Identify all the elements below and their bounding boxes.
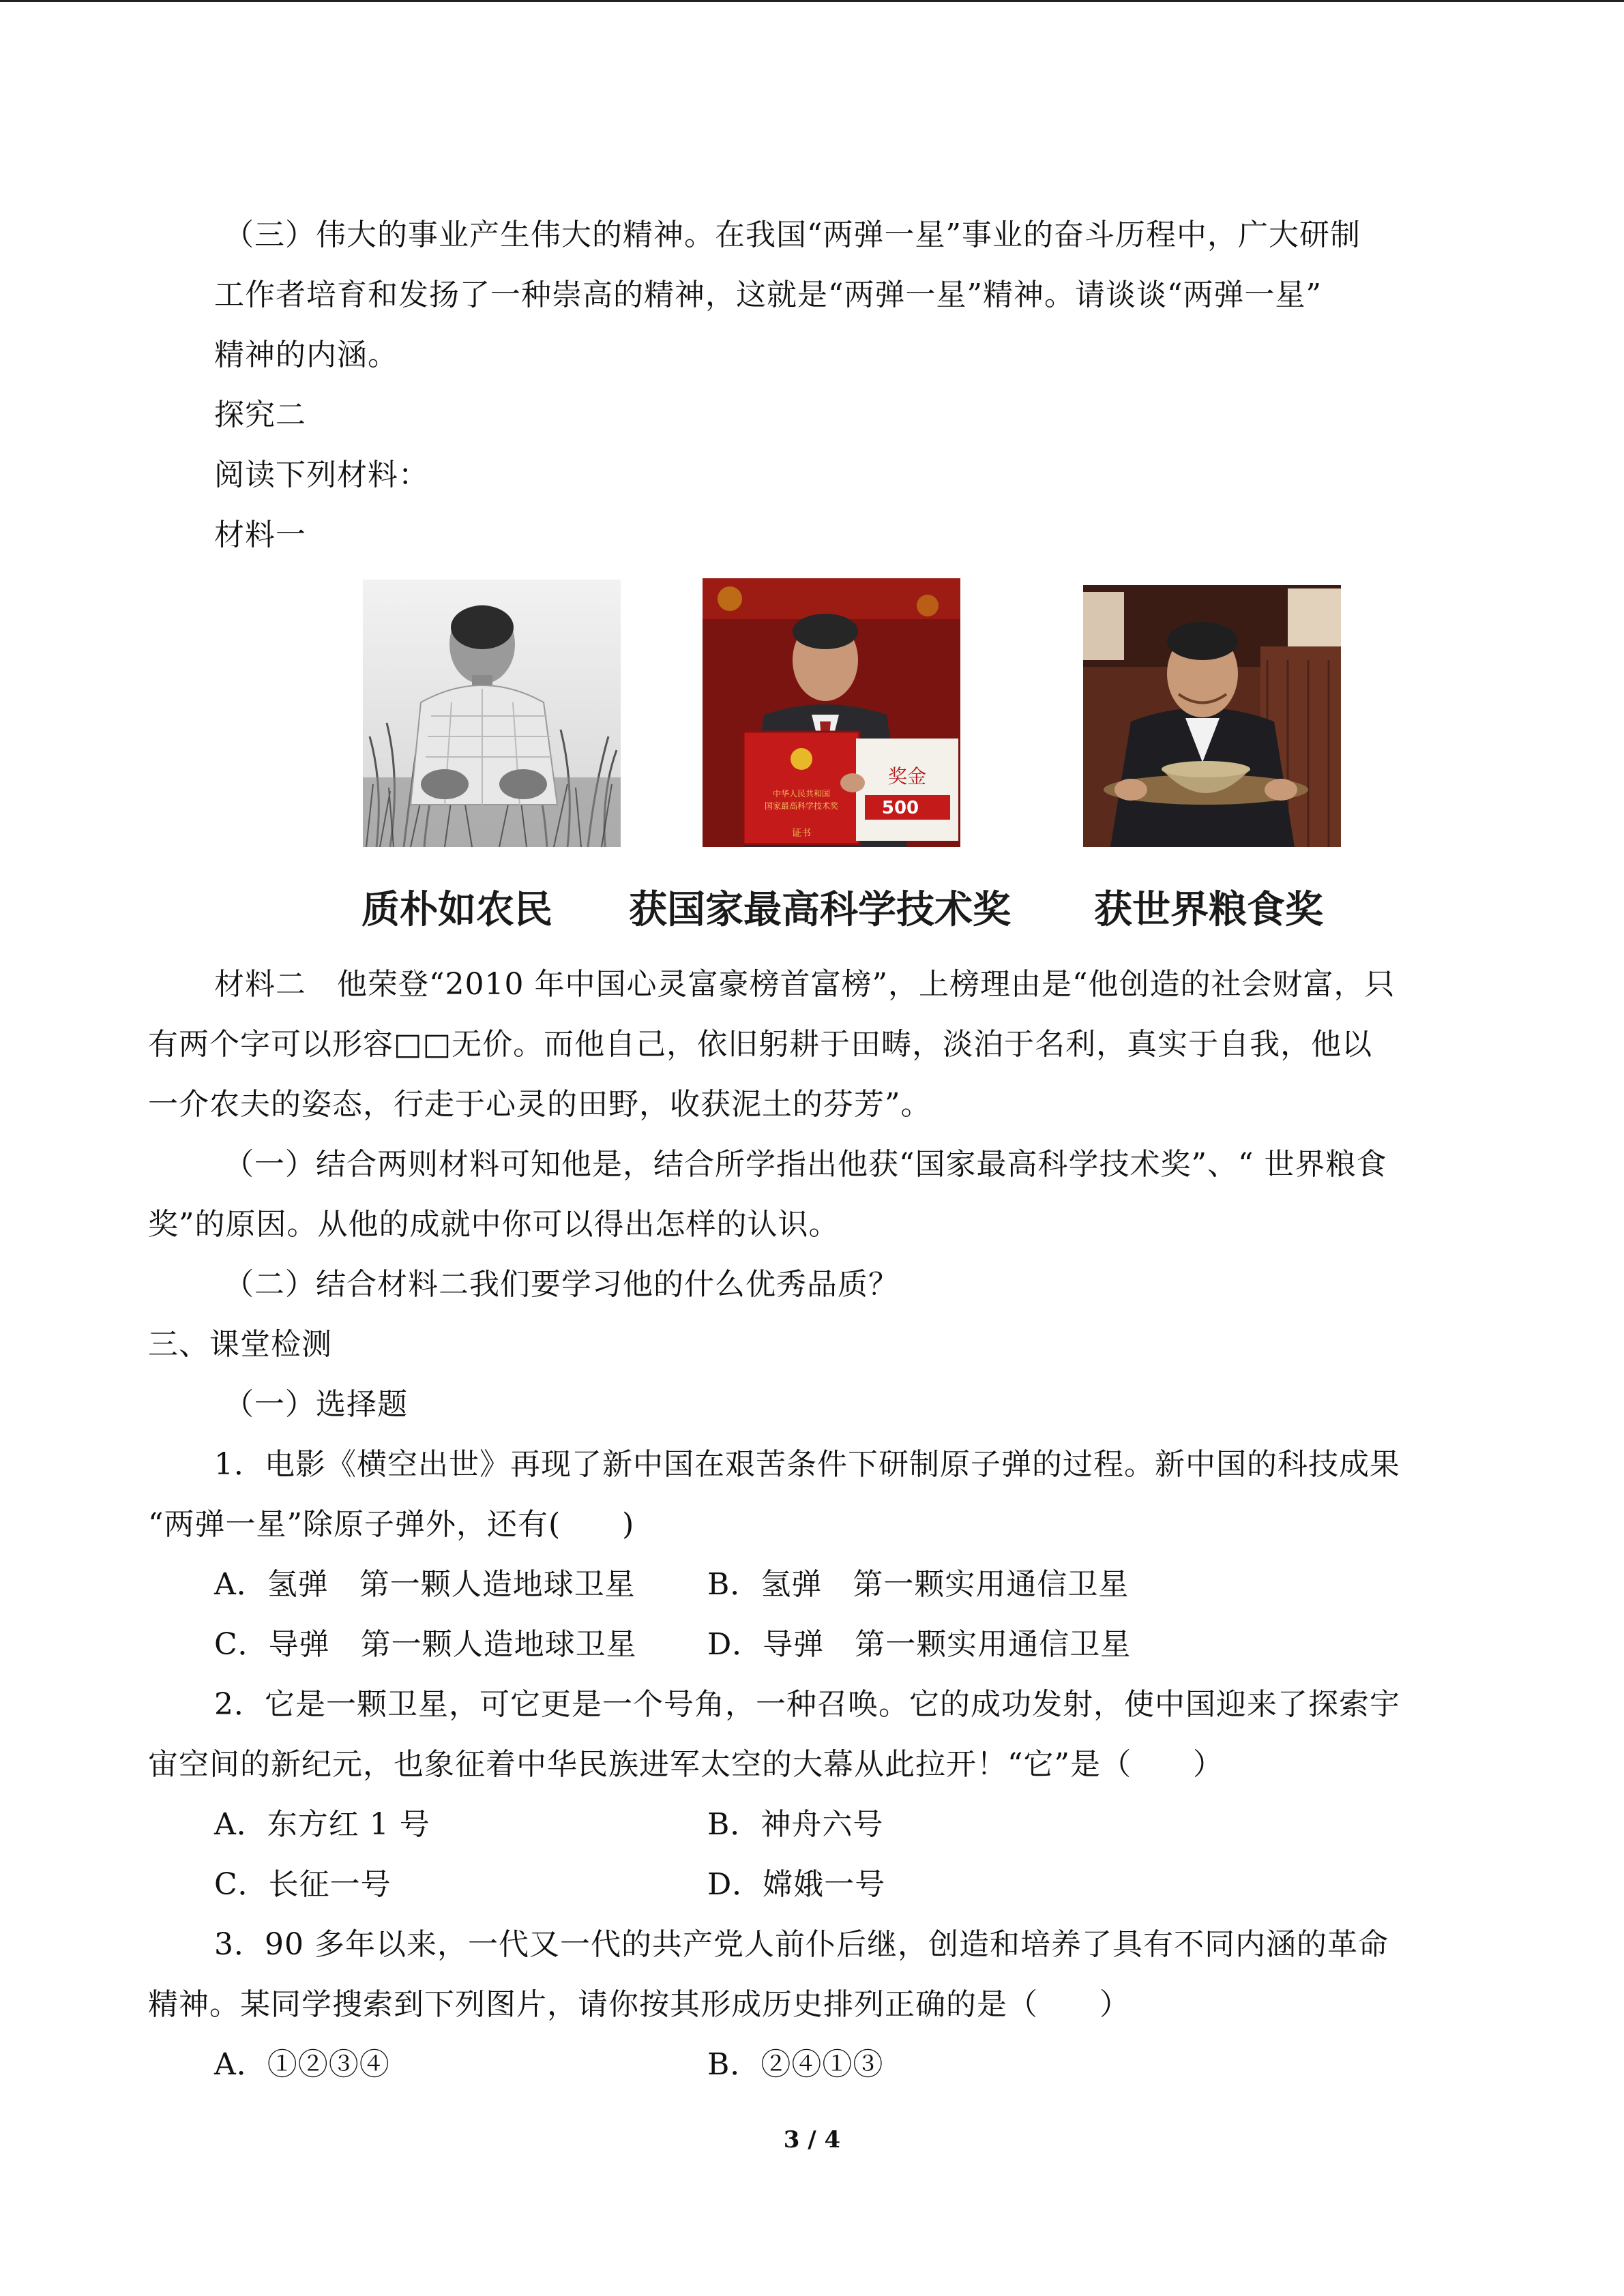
certificate-label: 证书 [792, 828, 811, 839]
paragraph-line: 工作者培育和发扬了一种崇高的精神，这就是“两弹一星”精神。请谈谈“两弹一星” [214, 278, 1322, 312]
photo-food-prize-image [1083, 585, 1341, 847]
paragraph-line: 阅读下列材料： [214, 458, 429, 492]
question-1-option-a: A．氢弹 第一颗人造地球卫星 [214, 1567, 636, 1602]
question-2-line: 2．它是一颗卫星，可它更是一个号角，一种召唤。它的成功发射，使中国迎来了探索宇 [214, 1687, 1400, 1722]
question-3-option-b: B．②④①③ [707, 2047, 884, 2082]
page-number: 3 / 4 [783, 2126, 841, 2153]
photo-farmer-image [363, 580, 621, 847]
question-3-line: 精神。某同学搜索到下列图片，请你按其形成历史排列正确的是（ ） [148, 1987, 1130, 2022]
question-3-line: 3．90 多年以来，一代又一代的共产党人前仆后继，创造和培养了具有不同内涵的革命 [214, 1927, 1389, 1962]
question-2-option-d: D．嫦娥一号 [707, 1867, 886, 1902]
paragraph-line: （一）结合两则材料可知他是，结合所学指出他获“国家最高科学技术奖”、“ 世界粮食 [224, 1147, 1387, 1182]
photo-world-food-prize [1083, 585, 1341, 847]
photo-caption-farmer: 质朴如农民 [361, 888, 552, 932]
photo-farmer-in-field [363, 580, 621, 847]
certificate-title: 中华人民共和国 [772, 789, 831, 799]
paragraph-line: 精神的内涵。 [214, 338, 398, 372]
photo-award-image [703, 578, 960, 847]
material-label: 材料一 [214, 518, 306, 552]
prize-label: 奖金 [887, 765, 927, 788]
paragraph-line: 奖”的原因。从他的成就中你可以得出怎样的认识。 [148, 1207, 840, 1242]
top-border [0, 0, 1624, 2]
question-3-option-a: A．①②③④ [214, 2047, 390, 2082]
section-heading: 探究二 [214, 398, 306, 432]
question-1-option-d: D．导弹 第一颗实用通信卫星 [707, 1627, 1132, 1662]
question-1-line: “两弹一星”除原子弹外，还有( ) [148, 1507, 635, 1542]
question-1-option-c: C．导弹 第一颗人造地球卫星 [214, 1627, 637, 1662]
subsection-heading: （一）选择题 [224, 1387, 408, 1422]
prize-amount: 500 [881, 798, 919, 818]
paragraph-line: （二）结合材料二我们要学习他的什么优秀品质？ [224, 1267, 899, 1302]
question-2-option-c: C．长征一号 [214, 1867, 392, 1902]
question-2-line: 宙空间的新纪元，也象征着中华民族进军太空的大幕从此拉开！“它”是（ ） [148, 1747, 1224, 1782]
section-heading: 三、课堂检测 [148, 1327, 332, 1362]
question-2-option-b: B．神舟六号 [707, 1807, 884, 1842]
photo-award-ceremony [703, 578, 960, 847]
photo-caption-science-award: 获国家最高科学技术奖 [629, 888, 1011, 932]
paragraph-line: 一介农夫的姿态，行走于心灵的田野，收获泥土的芬芳”。 [148, 1087, 932, 1122]
question-2-option-a: A．东方红 1 号 [214, 1807, 430, 1842]
question-1-option-b: B．氢弹 第一颗实用通信卫星 [707, 1567, 1130, 1602]
paragraph-line: （三）伟大的事业产生伟大的精神。在我国“两弹一星”事业的奋斗历程中，广大研制 [224, 218, 1361, 252]
certificate-subtitle: 国家最高科学技术奖 [764, 801, 839, 811]
question-1-line: 1．电影《横空出世》再现了新中国在艰苦条件下研制原子弹的过程。新中国的科技成果 [214, 1447, 1400, 1482]
paragraph-line: 有两个字可以形容□□无价。而他自己，依旧躬耕于田畴，淡泊于名利，真实于自我，他以 [148, 1027, 1373, 1062]
photo-caption-food-prize: 获世界粮食奖 [1094, 888, 1323, 932]
paragraph-line: 材料二 他荣登“2010 年中国心灵富豪榜首富榜”，上榜理由是“他创造的社会财富，只 [214, 967, 1396, 1002]
